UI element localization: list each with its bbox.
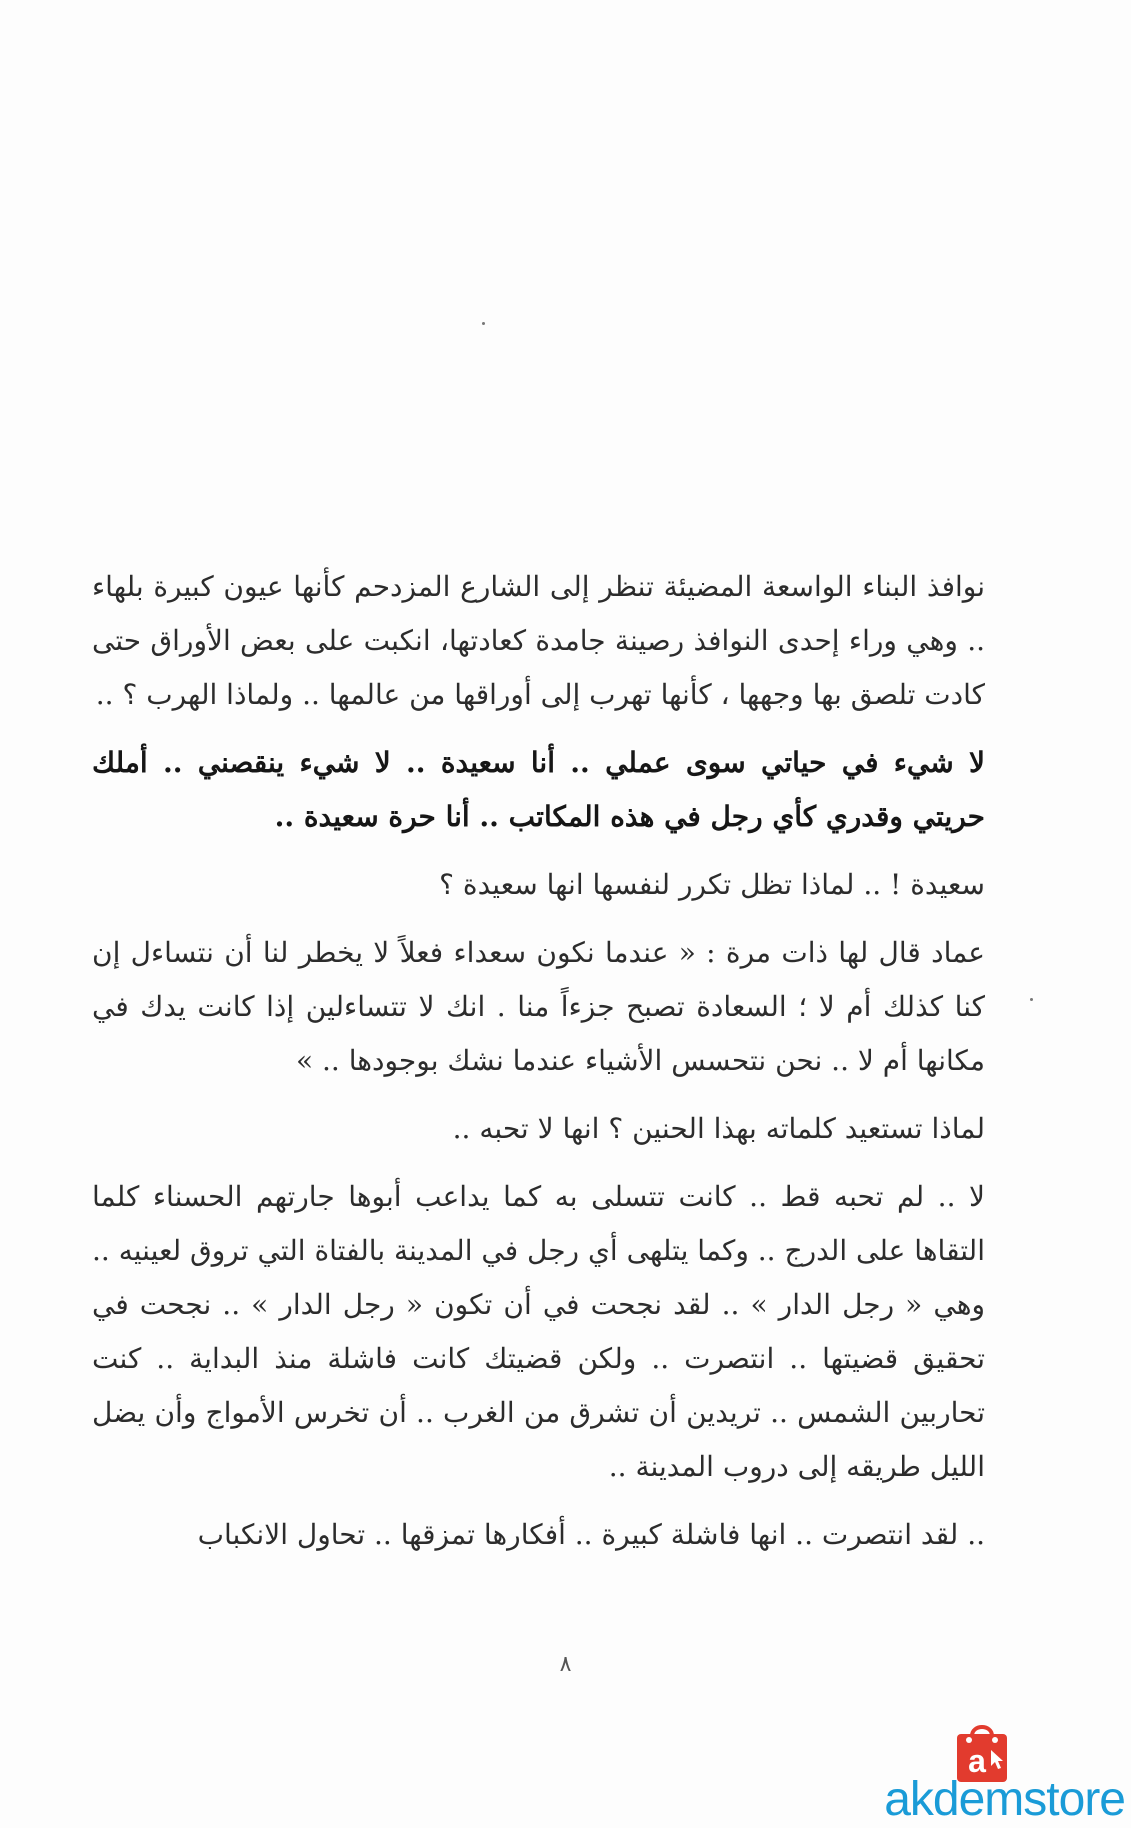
text-column	[92, 560, 985, 1576]
watermark-brand-text: akdemstore	[884, 1773, 1125, 1826]
paragraph-5: لماذا تستعيد كلماته بهذا الحنين ؟ انها لا تحبه ..	[452, 1112, 985, 1145]
paragraph-6: لا .. لم تحبه قط .. كانت تتسلى به كما يداعب أبوها جارتهم الحسناء كلما التقاها على الدرج .. وكما يتلهى أي رجل في المدينة بالفتاة التي تروق لعينيه .. وهي « رجل الدار » .. لقد نجحت في أن تكون « رجل الدار » .. نجحت في تحقيق قضيتها .. انتصرت .. ولكن قضيتك كانت فاشلة منذ البداية .. كنت تحاربين الشمس .. تريدين أن تشرق من الغرب .. أن تخرس الأمواج وأن يضل الليل طريقه إلى دروب المدينة ..	[92, 1180, 985, 1483]
paragraph-2: لا شيء في حياتي سوى عملي .. أنا سعيدة .. لا شيء ينقصني .. أملك حريتي وقدري كأي رجل في هذه المكاتب .. أنا حرة سعيدة ..	[92, 746, 985, 833]
paragraph-7: .. لقد انتصرت .. انها فاشلة كبيرة .. أفكارها تمزقها .. تحاول الانكباب	[197, 1518, 985, 1551]
paragraph-3: سعيدة ! .. لماذا تظل تكرر لنفسها انها سعيدة ؟	[439, 868, 985, 901]
page-number: ٨	[559, 1652, 572, 1677]
paragraph-1: نوافذ البناء الواسعة المضيئة تنظر إلى الشارع المزدحم كأنها عيون كبيرة بلهاء .. وهي وراء إحدى النوافذ رصينة جامدة كعادتها، انكبت على بعض الأوراق حتى كادت تلصق بها وجهها ، كأنها تهرب إلى أوراقها من عالمها .. ولماذا الهرب ؟ ..	[92, 570, 985, 711]
ink-speck	[482, 322, 485, 325]
ink-speck	[1030, 998, 1033, 1001]
store-watermark	[831, 1718, 1131, 1828]
paragraph-4: عماد قال لها ذات مرة : « عندما نكون سعداء فعلاً لا يخطر لنا أن نتساءل إن كنا كذلك أم لا ؛ السعادة تصبح جزءاً منا . انك لا تتساءلين إذا كانت يدك في مكانها أم لا .. نحن نتحسس الأشياء عندما نشك بوجودها .. »	[92, 936, 985, 1077]
watermark-icon-letter: a	[968, 1743, 986, 1779]
